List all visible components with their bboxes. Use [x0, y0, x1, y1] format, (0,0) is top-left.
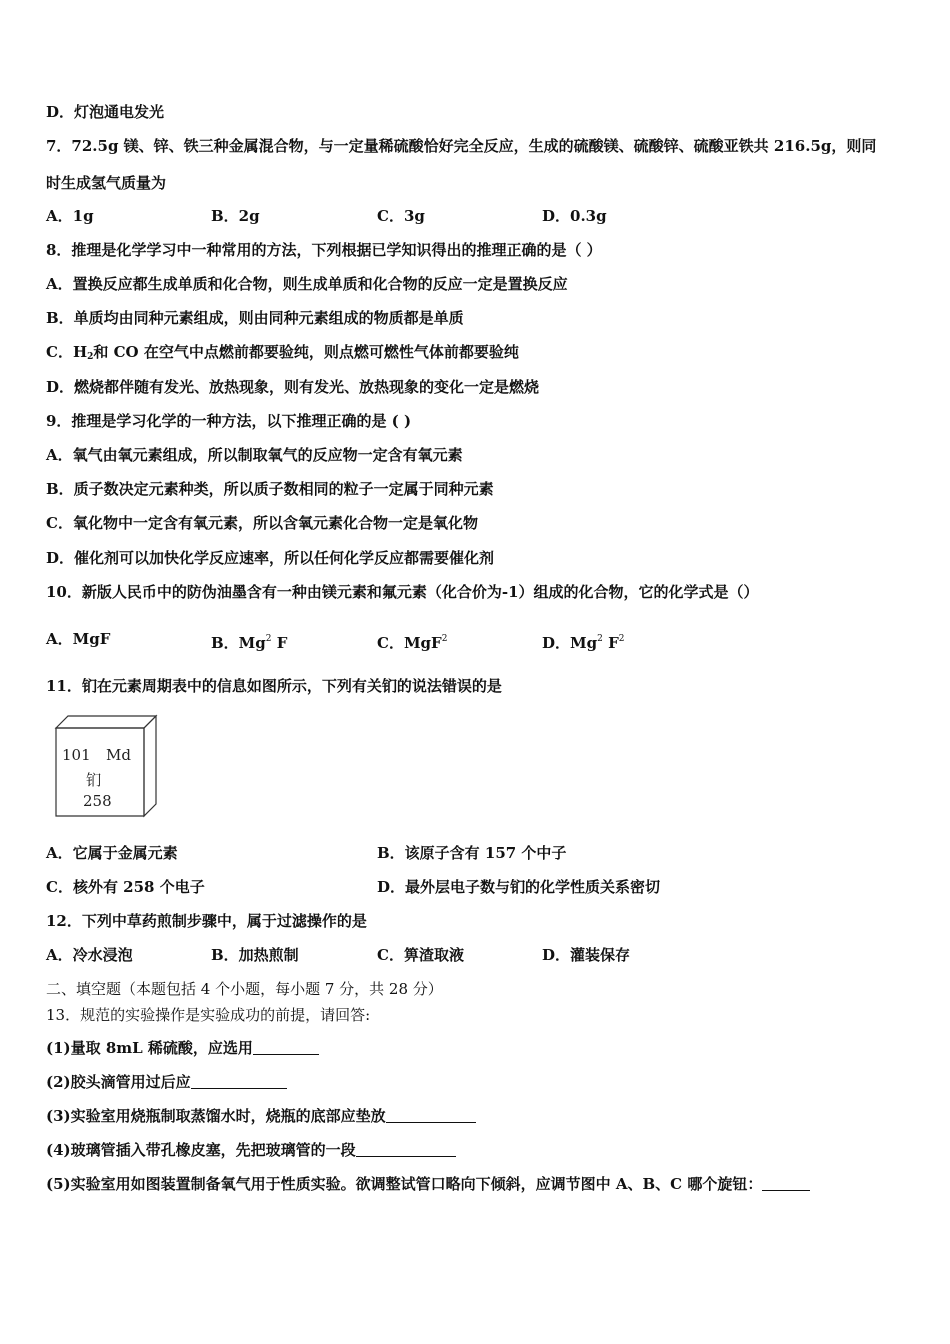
q11-option-c: C．核外有 258 个电子	[46, 878, 205, 896]
q13-item-2-text: (2)胶头滴管用过后应	[46, 1073, 191, 1091]
q10-option-a: A．MgF	[46, 630, 111, 648]
q11-option-a: A．它属于金属元素	[46, 844, 178, 862]
q9-option-b: B．质子数决定元素种类，所以质子数相同的粒子一定属于同种元素	[46, 480, 494, 498]
answer-blank-3[interactable]	[386, 1108, 476, 1123]
q9-option-c: C．氧化物中一定含有氧元素，所以含氧元素化合物一定是氧化物	[46, 514, 478, 532]
q10-option-b-rest: F	[271, 634, 288, 652]
q10-option-c-sup: 2	[441, 634, 448, 644]
q10-option-b-sup: 2	[265, 634, 272, 644]
q7-option-c: C．3g	[377, 207, 425, 225]
q13-item-2	[46, 1072, 287, 1092]
q8-option-c-rest: 和 CO 在空气中点燃前都要验纯，则点燃可燃性气体前都要验纯	[93, 343, 519, 361]
q8-option-a: A．置换反应都生成单质和化合物，则生成单质和化合物的反应一定是置换反应	[46, 275, 568, 293]
q8-stem: 8．推理是化学学习中一种常用的方法，下列根据已学知识得出的推理正确的是（ ）	[46, 241, 602, 259]
q10-option-c-prefix: C．MgF	[377, 634, 442, 652]
tile-atomic-mass: 258	[83, 792, 112, 810]
q8-option-b: B．单质均由同种元素组成，则由同种元素组成的物质都是单质	[46, 309, 464, 327]
answer-blank-4[interactable]	[356, 1142, 456, 1157]
q7-option-b: B．2g	[211, 207, 260, 225]
q13-item-5	[46, 1174, 810, 1194]
section2-heading: 二、填空题（本题包括 4 个小题，每小题 7 分，共 28 分）	[46, 980, 443, 998]
q7-option-a: A．1g	[46, 207, 94, 225]
q10-option-b	[211, 629, 287, 653]
q13-stem: 13．规范的实验操作是实验成功的前提，请回答:	[46, 1006, 371, 1024]
q11-stem: 11．钔在元素周期表中的信息如图所示，下列有关钔的说法错误的是	[46, 677, 502, 695]
q12-option-d: D．灌装保存	[542, 946, 631, 964]
q8-option-d: D．燃烧都伴随有发光、放热现象，则有发光、放热现象的变化一定是燃烧	[46, 378, 540, 396]
q13-item-4	[46, 1140, 456, 1160]
q7-stem-line2: 时生成氢气质量为	[46, 174, 167, 192]
q8-option-c-prefix: C．H	[46, 343, 88, 361]
tile-symbol: Md	[106, 746, 131, 764]
answer-blank-1[interactable]	[253, 1040, 319, 1055]
q13-item-1	[46, 1038, 319, 1058]
q10-option-d-sup1: 2	[597, 634, 603, 644]
q10-option-d-prefix: D．Mg	[542, 634, 598, 652]
q7-option-d: D．0.3g	[542, 207, 607, 225]
q13-item-3	[46, 1106, 476, 1126]
q10-option-b-prefix: B．Mg	[211, 634, 266, 652]
q10-option-d-mid: F	[602, 634, 619, 652]
q13-item-3-text: (3)实验室用烧瓶制取蒸馏水时，烧瓶的底部应垫放	[46, 1107, 386, 1125]
q10-option-d	[542, 629, 624, 653]
answer-blank-2[interactable]	[191, 1074, 287, 1089]
q11-option-b: B．该原子含有 157 个中子	[377, 844, 567, 862]
q12-stem: 12．下列中草药煎制步骤中，属于过滤操作的是	[46, 912, 367, 930]
answer-blank-5[interactable]	[762, 1176, 810, 1191]
q9-stem: 9．推理是学习化学的一种方法，以下推理正确的是 ( )	[46, 412, 412, 430]
q12-option-b: B．加热煎制	[211, 946, 299, 964]
q10-stem: 10．新版人民币中的防伪油墨含有一种由镁元素和氟元素（化合价为-1）组成的化合物，它的化学式是（）	[46, 583, 759, 601]
tile-atomic-number: 101	[62, 746, 91, 764]
q6-option-d: D．灯泡通电发光	[46, 103, 165, 121]
q9-option-a: A．氧气由氧元素组成，所以制取氧气的反应物一定含有氧元素	[46, 446, 463, 464]
q12-option-c: C．箅渣取液	[377, 946, 464, 964]
q13-item-1-text: (1)量取 8mL 稀硫酸，应选用	[46, 1039, 253, 1057]
q10-option-c	[377, 629, 447, 653]
q12-option-a: A．冷水浸泡	[46, 946, 133, 964]
q11-option-d: D．最外层电子数与钔的化学性质关系密切	[377, 878, 661, 896]
element-tile-mendelevium	[46, 706, 166, 826]
q8-option-c	[46, 342, 519, 367]
q13-item-4-text: (4)玻璃管插入带孔橡皮塞，先把玻璃管的一段	[46, 1141, 356, 1159]
q7-stem-line1: 7．72.5g 镁、锌、铁三种金属混合物，与一定量稀硫酸恰好完全反应，生成的硫酸镁、硫酸锌、硫酸亚铁共 216.5g，则同	[46, 137, 877, 155]
q8-option-c-subscript: 2	[87, 352, 94, 362]
q9-option-d: D．催化剂可以加快化学反应速率，所以任何化学反应都需要催化剂	[46, 549, 495, 567]
q13-item-5-text: (5)实验室用如图装置制备氧气用于性质实验。欲调整试管口略向下倾斜，应调节图中 A、B、C 哪个旋钮：	[46, 1175, 763, 1193]
q10-option-d-sup2: 2	[618, 634, 625, 644]
tile-name: 钔	[86, 771, 102, 789]
